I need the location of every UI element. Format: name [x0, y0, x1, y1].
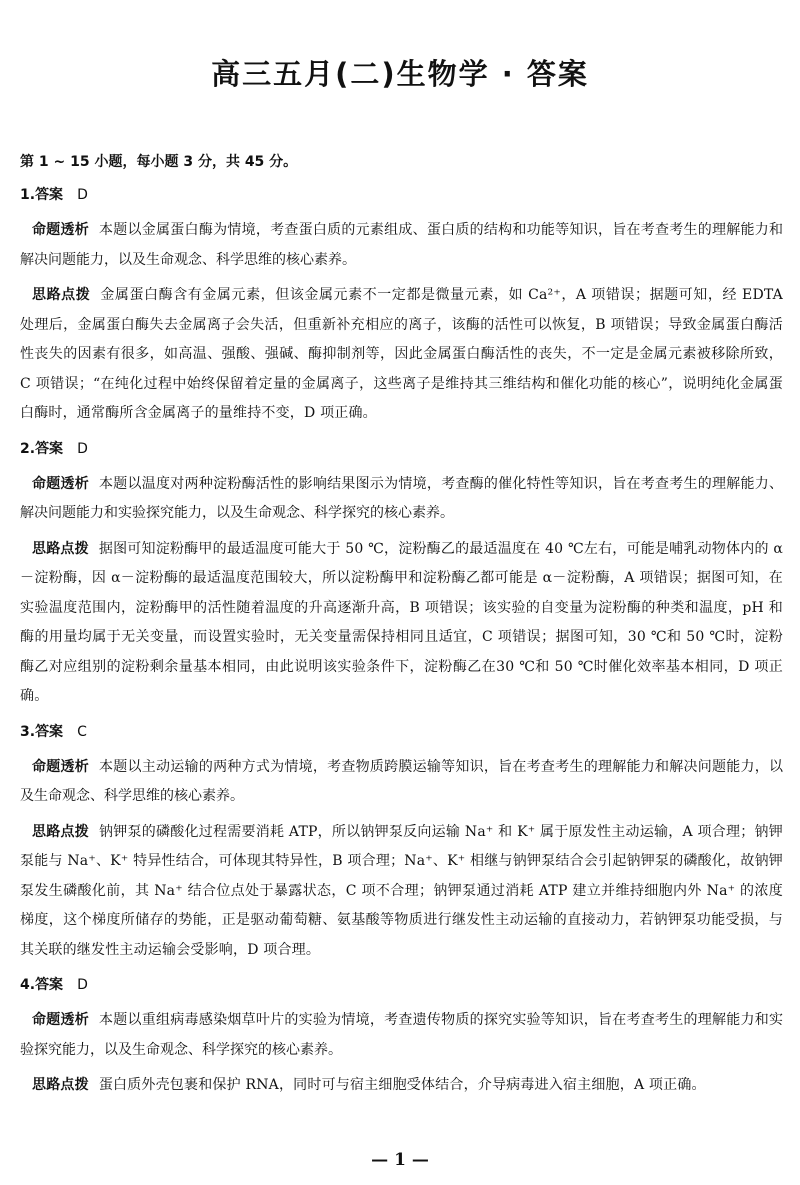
analysis-label: 命题透析: [32, 1012, 90, 1028]
question-block-2: [20, 439, 783, 712]
question-header: [20, 185, 783, 205]
analysis-paragraph: [20, 216, 783, 275]
question-block-1: [20, 185, 783, 429]
analysis-text: 本题以重组病毒感染烟草叶片的实验为情境，考查遗传物质的探究实验等知识，旨在考查考生的理解能力和实验探究能力，以及生命观念、科学探究的核心素养。: [20, 1012, 784, 1058]
question-number: 4.: [20, 977, 36, 993]
page-number: — 1 —: [371, 1150, 429, 1170]
hint-label: 思路点拨: [32, 540, 89, 557]
hint-label: 思路点拨: [32, 287, 91, 303]
analysis-text: 本题以主动运输的两种方式为情境，考查物质跨膜运输等知识，旨在考查考生的理解能力和解决问题能力，以及生命观念、科学思维的核心素养。: [20, 758, 784, 804]
question-number: 1.: [20, 187, 36, 203]
analysis-text: 本题以金属蛋白酶为情境，考查蛋白质的元素组成、蛋白质的结构和功能等知识，旨在考查考生的理解能力和解决问题能力，以及生命观念、科学思维的核心素养。: [20, 222, 784, 268]
analysis-paragraph: [20, 470, 783, 529]
answer-value: C: [77, 723, 87, 740]
analysis-label: 命题透析: [32, 758, 90, 775]
analysis-label: 命题透析: [32, 475, 90, 492]
hint-paragraph: [20, 818, 783, 966]
answer-label: 答案: [35, 977, 64, 993]
hint-paragraph: [20, 281, 783, 429]
question-number: 3.: [20, 723, 36, 740]
hint-text: 据图可知淀粉酶甲的最适温度可能大于 50 ℃，淀粉酶乙的最适温度在 40 ℃左右，可能是哺乳动物体内的 α－淀粉酶，因 α－淀粉酶的最适温度范围较大，所以淀粉酶甲和淀粉酶乙都可能是 α－淀粉酶，A 项错误；据图可知，在实验温度范围内，淀粉酶甲的活性随着温度的升高逐渐升高，B 项错误；该实验的自变量为淀粉酶的种类和温度，pH 和酶的用量均属于无关变量，而设置实验时，无关变量需保持相同且适宜，C 项错误；据图可知，30 ℃和 50 ℃时，淀粉酶乙对应组别的淀粉剩余量基本相同，由此说明该实验条件下，淀粉酶乙在30 ℃和 50 ℃时催化效率基本相同，D 项正确。: [20, 540, 783, 704]
analysis-paragraph: [20, 1006, 783, 1065]
answer-value: D: [77, 187, 88, 203]
analysis-label: 命题透析: [32, 222, 90, 238]
answer-label: 答案: [35, 187, 64, 203]
hint-label: 思路点拨: [32, 1077, 89, 1093]
answer-content: [20, 152, 783, 1111]
hint-text: 金属蛋白酶含有金属元素，但该金属元素不一定都是微量元素，如 Ca²⁺，A 项错误；据题可知，经 EDTA 处理后，金属蛋白酶失去金属离子会失活，但重新补充相应的离子，该酶的活性可以恢复，B 项错误；导致金属蛋白酶活性丧失的因素有很多，如高温、强酸、强碱、酶抑制剂等，因此金属蛋白酶活性的丧失，不一定是金属元素被移除所致，C 项错误；“在纯化过程中始终保留着定量的金属离子，这些离子是维持其三维结构和催化功能的核心”，说明纯化金属蛋白酶时，通常酶所含金属离子的量维持不变，D 项正确。: [20, 287, 783, 421]
question-header: [20, 722, 783, 742]
page-title: 高三五月(二)生物学 · 答案: [211, 57, 589, 91]
hint-paragraph: [20, 1071, 783, 1101]
hint-paragraph: [20, 535, 783, 712]
hint-text: 蛋白质外壳包裹和保护 RNA，同时可与宿主细胞受体结合，介导病毒进入宿主细胞，A 项正确。: [98, 1077, 706, 1093]
analysis-paragraph: [20, 753, 783, 812]
hint-label: 思路点拨: [32, 823, 89, 840]
question-block-3: [20, 722, 783, 966]
question-header: [20, 975, 783, 995]
section-intro: 第 1 ~ 15 小题，每小题 3 分，共 45 分。: [20, 154, 298, 170]
hint-text: 钠钾泵的磷酸化过程需要消耗 ATP，所以钠钾泵反向运输 Na⁺ 和 K⁺ 属于原发性主动运输，A 项合理；钠钾泵能与 Na⁺、K⁺ 特异性结合，可体现其特异性，B 项合理；Na⁺、K⁺ 相继与钠钾泵结合会引起钠钾泵的磷酸化，故钠钾泵发生磷酸化前，其 Na⁺ 结合位点处于暴露状态，C 项不合理；钠钾泵通过消耗 ATP 建立并维持细胞内外 Na⁺ 的浓度梯度，这个梯度所储存的势能，正是驱动葡萄糖、氨基酸等物质进行继发性主动运输的直接动力，若钠钾泵功能受损，与其关联的继发性主动运输会受影响，D 项合理。: [20, 823, 783, 958]
answer-value: D: [77, 440, 88, 457]
question-block-4: [20, 975, 783, 1101]
question-number: 2.: [20, 440, 36, 457]
answer-label: 答案: [35, 723, 64, 740]
analysis-text: 本题以温度对两种淀粉酶活性的影响结果图示为情境，考查酶的催化特性等知识，旨在考查考生的理解能力、解决问题能力和实验探究能力，以及生命观念、科学探究的核心素养。: [20, 475, 784, 521]
answer-value: D: [77, 977, 88, 993]
question-header: [20, 439, 783, 459]
answer-label: 答案: [35, 440, 64, 457]
